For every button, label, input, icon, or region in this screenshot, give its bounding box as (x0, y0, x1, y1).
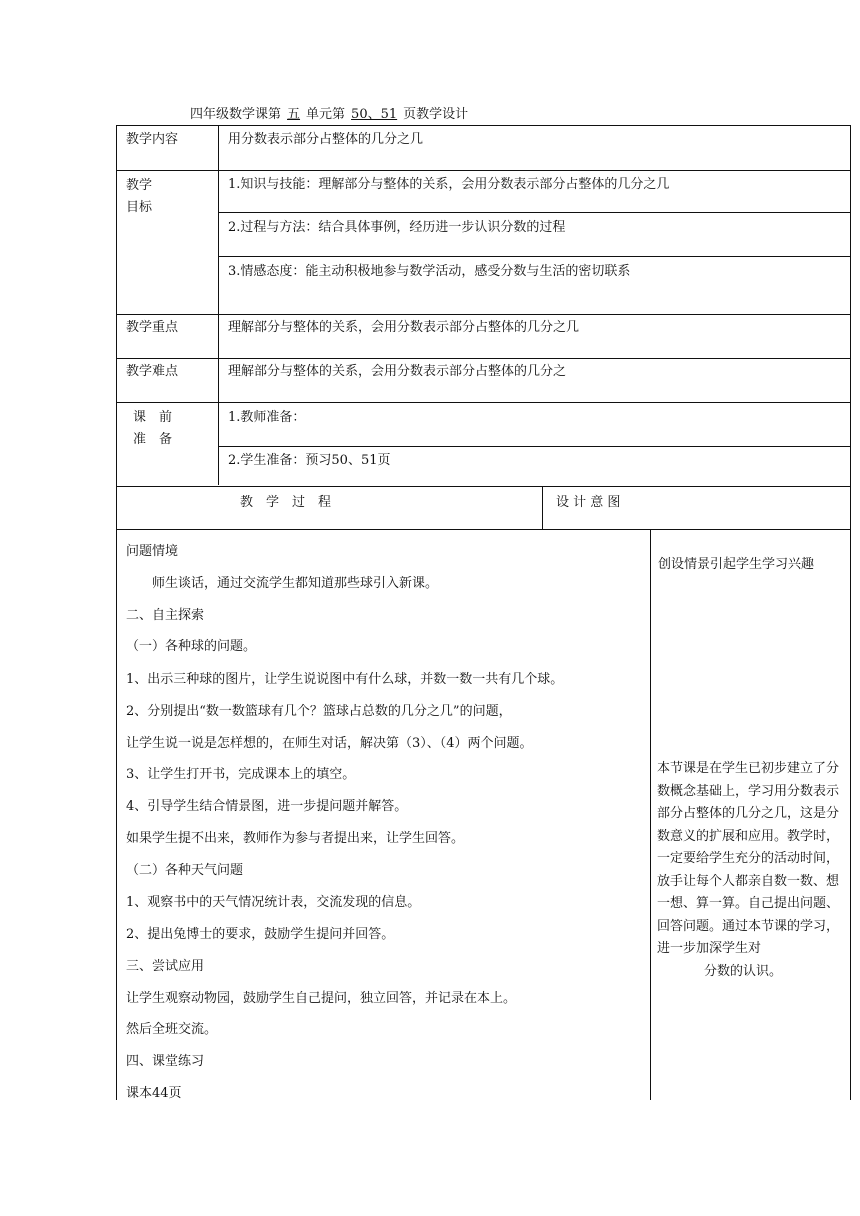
difficulty-label: 教学难点 (126, 364, 179, 379)
row-rule (218, 256, 851, 257)
row-rule (116, 486, 851, 487)
page-range: 50、51 (351, 107, 398, 122)
process-line: 二、自主探索 (126, 608, 205, 623)
row-rule (116, 170, 851, 171)
process-intent-divider (650, 530, 651, 1100)
process-line: 2、提出兔博士的要求，鼓励学生提问并回答。 (126, 927, 395, 942)
key-point-value: 理解部分与整体的关系，会用分数表示部分占整体的几分之几 (228, 320, 580, 335)
process-line: 3、让学生打开书，完成课本上的填空。 (126, 767, 356, 782)
row-rule (218, 212, 851, 213)
prep-label-1: 课 前 (133, 410, 173, 425)
process-header: 教 学 过 程 (240, 495, 332, 510)
process-line: （一）各种球的问题。 (126, 639, 257, 654)
process-line: 问题情境 (126, 544, 179, 559)
unit-number: 五 (287, 107, 301, 122)
process-line: 师生谈话，通过交流学生都知道那些球引入新课。 (126, 576, 439, 591)
content-value: 用分数表示部分占整体的几分之几 (228, 132, 424, 147)
label-divider (218, 125, 219, 485)
intent-right-border (850, 530, 851, 1100)
process-line: 然后全班交流。 (126, 1022, 218, 1037)
process-line: 让学生观察动物园，鼓励学生自己提问，独立回答，并记录在本上。 (126, 991, 517, 1006)
content-label: 教学内容 (126, 132, 179, 147)
process-line: 1、观察书中的天气情况统计表，交流发现的信息。 (126, 895, 421, 910)
row-rule (116, 358, 851, 359)
goals-label-2: 目标 (126, 200, 153, 215)
goal-item: 3.情感态度：能主动积极地参与数学活动，感受分数与生活的密切联系 (228, 264, 631, 279)
process-line: （二）各种天气问题 (126, 863, 244, 878)
row-rule (116, 314, 851, 315)
row-rule (218, 446, 851, 447)
process-line: 让学生说一说是怎样想的，在师生对话，解决第（3）、（4）两个问题。 (126, 736, 533, 751)
prep-label-2: 准 备 (133, 432, 173, 447)
process-line: 三、尝试应用 (126, 959, 205, 974)
goal-item: 2.过程与方法：结合具体事例，经历进一步认识分数的过程 (228, 220, 566, 235)
teacher-prep: 1.教师准备： (228, 410, 306, 425)
document-title: 四年级数学课第 五 单元第 50、51 页教学设计 (190, 107, 469, 122)
student-prep: 2.学生准备：预习50、51页 (228, 453, 391, 468)
difficulty-value: 理解部分与整体的关系，会用分数表示部分占整体的几分之 (228, 364, 567, 379)
process-left-border (116, 530, 117, 1100)
intent-header: 设 计 意 图 (556, 495, 621, 510)
process-line: 1、出示三种球的图片，让学生说说图中有什么球，并数一数一共有几个球。 (126, 672, 564, 687)
intent-top: 创设情景引起学生学习兴趣 (658, 557, 815, 572)
process-line: 4、引导学生结合情景图，进一步提问题并解答。 (126, 799, 408, 814)
header-divider (542, 486, 543, 530)
intent-main: 本节课是在学生已初步建立了分数概念基础上，学习用分数表示部分占整体的几分之几，这是分数意义的扩展和应用。教学时，一定要给学生充分的活动时间，放手让每个人都亲自数一数、想一想、算一算。自己提出问题、回答问题。通过本节课的学习，进一步加深学生对 分数的认识。 (657, 761, 840, 979)
goal-item: 1.知识与技能：理解部分与整体的关系，会用分数表示部分占整体的几分之几 (228, 177, 670, 192)
process-line: 2、分别提出“数一数篮球有几个？篮球占总数的几分之几”的问题， (126, 704, 512, 719)
process-line: 如果学生提不出来，教师作为参与者提出来，让学生回答。 (126, 831, 465, 846)
intent-last: 分数的认识。 (704, 963, 783, 979)
row-rule (116, 402, 851, 403)
process-line: 四、课堂练习 (126, 1054, 205, 1069)
key-point-label: 教学重点 (126, 320, 179, 335)
process-line: 课本44页 (126, 1086, 182, 1101)
goals-label-1: 教学 (126, 178, 153, 193)
